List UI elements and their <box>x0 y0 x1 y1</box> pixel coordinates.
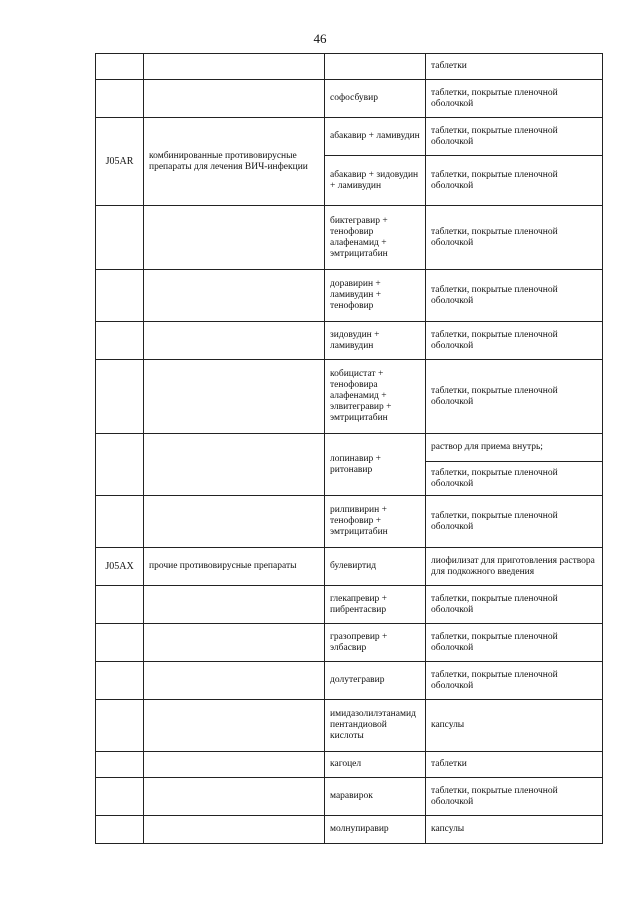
dosage-form-cell: таблетки, покрытые пленочной оболочкой <box>426 586 603 624</box>
drug-cell: рилпивирин + тенофовир + эмтрицитабин <box>325 496 426 548</box>
atc-code-cell <box>96 54 144 80</box>
table-row <box>96 752 603 778</box>
dosage-form-cell: таблетки <box>426 752 603 778</box>
dosage-form-cell: капсулы <box>426 816 603 844</box>
group-cell <box>144 586 325 624</box>
table-row <box>96 270 603 322</box>
table-row <box>96 54 603 80</box>
atc-code-cell <box>96 360 144 434</box>
drug-cell <box>325 54 426 80</box>
drug-cell: кагоцел <box>325 752 426 778</box>
drug-cell: имидазолилэтанамид пентандиовой кислоты <box>325 700 426 752</box>
dosage-form-cell: таблетки, покрытые пленочной оболочкой <box>426 80 603 118</box>
atc-code-cell <box>96 586 144 624</box>
atc-code-cell <box>96 624 144 662</box>
table-row <box>96 548 603 586</box>
dosage-form-cell: таблетки, покрытые пленочной оболочкой <box>426 496 603 548</box>
group-cell <box>144 752 325 778</box>
table-row <box>96 778 603 816</box>
atc-code-cell <box>96 752 144 778</box>
dosage-form-cell: капсулы <box>426 700 603 752</box>
atc-code-cell <box>96 322 144 360</box>
group-cell <box>144 360 325 434</box>
group-cell <box>144 496 325 548</box>
dosage-form-cell: таблетки, покрытые пленочной оболочкой <box>426 462 603 496</box>
table-row <box>96 80 603 118</box>
drug-cell: абакавир + ламивудин <box>325 118 426 156</box>
page-number: 46 <box>313 31 327 46</box>
dosage-form-cell: раствор для приема внутрь; <box>426 434 603 462</box>
dosage-form-cell: таблетки, покрытые пленочной оболочкой <box>426 360 603 434</box>
atc-code-cell <box>96 778 144 816</box>
drug-cell: глекапревир + пибрентасвир <box>325 586 426 624</box>
drug-table <box>95 53 603 844</box>
dosage-form-cell: таблетки, покрытые пленочной оболочкой <box>426 270 603 322</box>
group-cell <box>144 662 325 700</box>
group-cell <box>144 700 325 752</box>
group-cell <box>144 816 325 844</box>
group-cell <box>144 778 325 816</box>
table-row <box>96 816 603 844</box>
atc-code-cell: J05AR <box>96 118 144 206</box>
drug-cell: софосбувир <box>325 80 426 118</box>
group-cell <box>144 270 325 322</box>
table-row <box>96 700 603 752</box>
drug-cell: абакавир + зидовудин + ламивудин <box>325 156 426 206</box>
dosage-form-cell: таблетки, покрытые пленочной оболочкой <box>426 662 603 700</box>
drug-cell: лопинавир + ритонавир <box>325 434 426 496</box>
drug-cell: доравирин + ламивудин + тенофовир <box>325 270 426 322</box>
group-cell <box>144 80 325 118</box>
group-cell <box>144 624 325 662</box>
table-row <box>96 586 603 624</box>
group-cell <box>144 434 325 496</box>
dosage-form-cell: таблетки, покрытые пленочной оболочкой <box>426 624 603 662</box>
dosage-form-cell: таблетки, покрытые пленочной оболочкой <box>426 322 603 360</box>
atc-code-cell <box>96 816 144 844</box>
table-row <box>96 496 603 548</box>
drug-cell: зидовудин + ламивудин <box>325 322 426 360</box>
dosage-form-cell: таблетки, покрытые пленочной оболочкой <box>426 778 603 816</box>
group-cell <box>144 54 325 80</box>
atc-code-cell <box>96 80 144 118</box>
table-row <box>96 322 603 360</box>
drug-cell: маравирок <box>325 778 426 816</box>
drug-cell: молнупиравир <box>325 816 426 844</box>
dosage-form-cell: таблетки, покрытые пленочной оболочкой <box>426 118 603 156</box>
drug-cell: биктегравир + тенофовир алафенамид + эмтрицитабин <box>325 206 426 270</box>
table-row <box>96 118 603 156</box>
table-row <box>96 662 603 700</box>
table-row <box>96 206 603 270</box>
group-cell <box>144 206 325 270</box>
drug-cell: кобицистат + тенофовира алафенамид + элвитегравир + эмтрицитабин <box>325 360 426 434</box>
dosage-form-cell: таблетки <box>426 54 603 80</box>
group-cell: комбинированные противовирусные препараты для лечения ВИЧ-инфекции <box>144 118 325 206</box>
atc-code-cell <box>96 496 144 548</box>
group-cell <box>144 322 325 360</box>
atc-code-cell <box>96 662 144 700</box>
table-row <box>96 360 603 434</box>
atc-code-cell <box>96 206 144 270</box>
atc-code-cell <box>96 270 144 322</box>
drug-cell: гразопревир + элбасвир <box>325 624 426 662</box>
atc-code-cell <box>96 434 144 496</box>
table-row <box>96 434 603 462</box>
atc-code-cell <box>96 700 144 752</box>
atc-code-cell: J05AX <box>96 548 144 586</box>
drug-cell: булевиртид <box>325 548 426 586</box>
dosage-form-cell: лиофилизат для приготовления раствора для подкожного введения <box>426 548 603 586</box>
table-row <box>96 624 603 662</box>
dosage-form-cell: таблетки, покрытые пленочной оболочкой <box>426 206 603 270</box>
group-cell: прочие противовирусные препараты <box>144 548 325 586</box>
dosage-form-cell: таблетки, покрытые пленочной оболочкой <box>426 156 603 206</box>
drug-cell: долутегравир <box>325 662 426 700</box>
